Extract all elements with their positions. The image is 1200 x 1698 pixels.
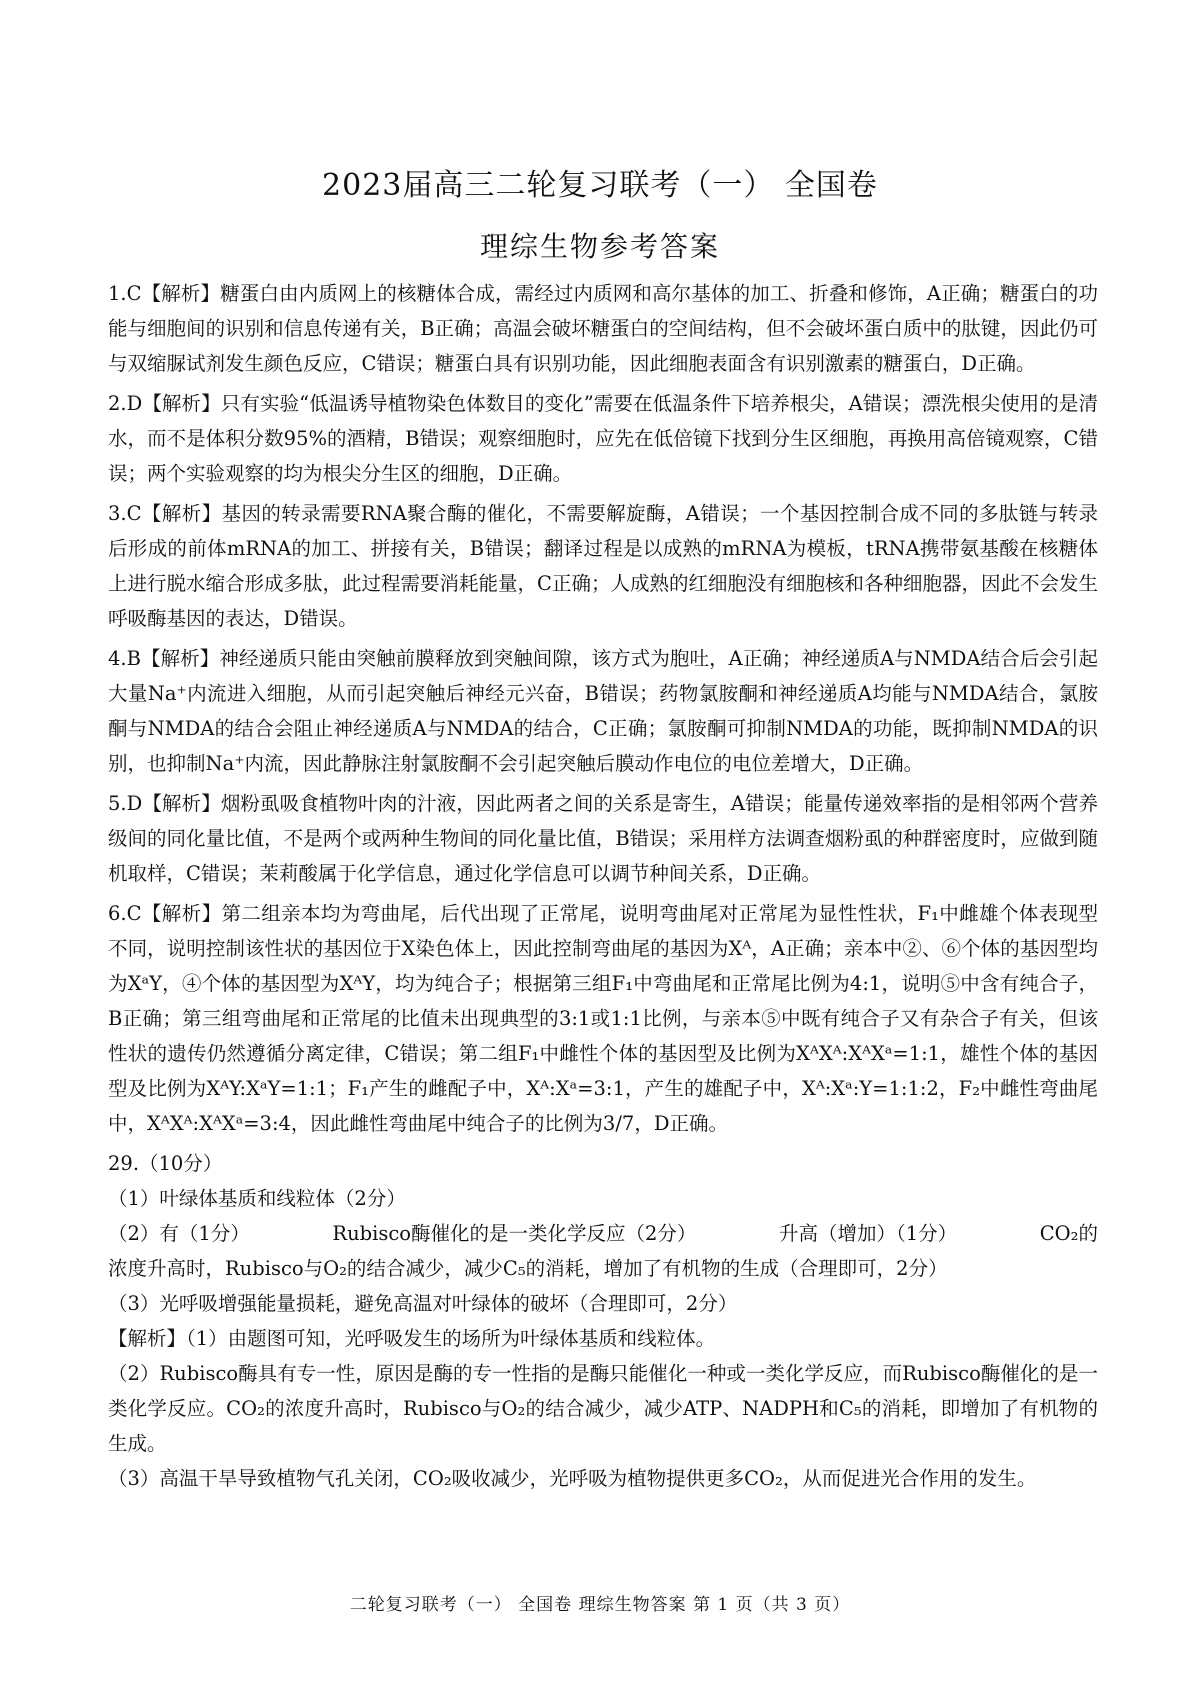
q29-answer-2-line xyxy=(108,1216,1098,1251)
q29-explanation-3: （3）高温干旱导致植物气孔关闭，CO₂吸收减少，光呼吸为植物提供更多CO₂，从而促进光合作用的发生。 xyxy=(108,1467,1037,1490)
q29-answer-3: （3）光呼吸增强能量损耗，避免高温对叶绿体的破坏（合理即可，2分） xyxy=(108,1292,738,1315)
answer-q6: 6.C【解析】第二组亲本均为弯曲尾，后代出现了正常尾，说明弯曲尾对正常尾为显性性状，F₁中雌雄个体表现型不同，说明控制该性状的基因位于X染色体上，因此控制弯曲尾的基因为Xᴬ，A正确；亲本中②、⑥个体的基因型均为XᵃY，④个体的基因型为XᴬY，均为纯合子；根据第三组F₁中弯曲尾和正常尾比例为4:1，说明⑤中含有纯合子，B正确；第三组弯曲尾和正常尾的比值未出现典型的3:1或1:1比例，与亲本⑤中既有纯合子又有杂合子有关，但该性状的遗传仍然遵循分离定律，C错误；第二组F₁中雌性个体的基因型及比例为XᴬXᴬ:XᴬXᵃ=1:1，雄性个体的基因型及比例为XᴬY:XᵃY=1:1；F₁产生的雌配子中，Xᴬ:Xᵃ=3:1，产生的雄配子中，Xᴬ:Xᵃ:Y=1:1:2，F₂中雌性弯曲尾中，XᴬXᴬ:XᴬXᵃ=3:4，因此雌性弯曲尾中纯合子的比例为3/7，D正确。 xyxy=(108,902,1098,1135)
q29-explanation-2: （2）Rubisco酶具有专一性，原因是酶的专一性指的是酶只能催化一种或一类化学反应，而Rubisco酶催化的是一类化学反应。CO₂的浓度升高时，Rubisco与O₂的结合减少，减少ATP、NADPH和C₅的消耗，即增加了有机物的生成。 xyxy=(108,1362,1098,1455)
q29-explanation-1: 【解析】（1）由题图可知，光呼吸发生的场所为叶绿体基质和线粒体。 xyxy=(108,1327,716,1350)
answer-q2: 2.D【解析】只有实验“低温诱导植物染色体数目的变化”需要在低温条件下培养根尖，A错误；漂洗根尖使用的是清水，而不是体积分数95%的酒精，B错误；观察细胞时，应先在低倍镜下找到分生区细胞，再换用高倍镜观察，C错误；两个实验观察的均为根尖分生区的细胞，D正确。 xyxy=(108,392,1098,485)
q29-answer-2-part3: 升高（增加）（1分） xyxy=(779,1222,958,1245)
answer-body xyxy=(108,276,1098,1496)
answer-subtitle: 理综生物参考答案 xyxy=(479,230,720,263)
q29-heading: 29.（10分） xyxy=(108,1152,223,1175)
q29-answer-2-part2: Rubisco酶催化的是一类化学反应（2分） xyxy=(332,1222,697,1245)
q29-answer-2-part1: （2）有（1分） xyxy=(108,1222,250,1245)
q29-answer-2-cont: 浓度升高时，Rubisco与O₂的结合减少，减少C₅的消耗，增加了有机物的生成（合理即可，2分） xyxy=(108,1257,948,1280)
q29-answer-1: （1）叶绿体基质和线粒体（2分） xyxy=(108,1187,406,1210)
answer-q5: 5.D【解析】烟粉虱吸食植物叶肉的汁液，因此两者之间的关系是寄生，A错误；能量传递效率指的是相邻两个营养级间的同化量比值，不是两个或两种生物间的同化量比值，B错误；采用样方法调查烟粉虱的种群密度时，应做到随机取样，C错误；茉莉酸属于化学信息，通过化学信息可以调节种间关系，D正确。 xyxy=(108,792,1098,885)
answer-q3: 3.C【解析】基因的转录需要RNA聚合酶的催化，不需要解旋酶，A错误；一个基因控制合成不同的多肽链与转录后形成的前体mRNA的加工、拼接有关，B错误；翻译过程是以成熟的mRNA为模板，tRNA携带氨基酸在核糖体上进行脱水缩合形成多肽，此过程需要消耗能量，C正确；人成熟的红细胞没有细胞核和各种细胞器，因此不会发生呼吸酶基因的表达，D错误。 xyxy=(108,502,1098,630)
answer-q4: 4.B【解析】神经递质只能由突触前膜释放到突触间隙，该方式为胞吐，A正确；神经递质A与NMDA结合后会引起大量Na⁺内流进入细胞，从而引起突触后神经元兴奋，B错误；药物氯胺酮和神经递质A均能与NMDA结合，氯胺酮与NMDA的结合会阻止神经递质A与NMDA的结合，C正确；氯胺酮可抑制NMDA的功能，既抑制NMDA的识别，也抑制Na⁺内流，因此静脉注射氯胺酮不会引起突触后膜动作电位的电位差增大，D正确。 xyxy=(108,647,1098,775)
page-footer: 二轮复习联考（一） 全国卷 理综生物答案 第 1 页（共 3 页） xyxy=(349,1595,851,1615)
q29-answer-2-part4: CO₂的 xyxy=(1039,1222,1098,1245)
exam-title: 2023届高三二轮复习联考（一） 全国卷 xyxy=(322,168,878,203)
answer-q1: 1.C【解析】糖蛋白由内质网上的核糖体合成，需经过内质网和高尔基体的加工、折叠和修饰，A正确；糖蛋白的功能与细胞间的识别和信息传递有关，B正确；高温会破坏糖蛋白的空间结构，但不会破坏蛋白质中的肽键，因此仍可与双缩脲试剂发生颜色反应，C错误；糖蛋白具有识别功能，因此细胞表面含有识别激素的糖蛋白，D正确。 xyxy=(108,282,1098,375)
